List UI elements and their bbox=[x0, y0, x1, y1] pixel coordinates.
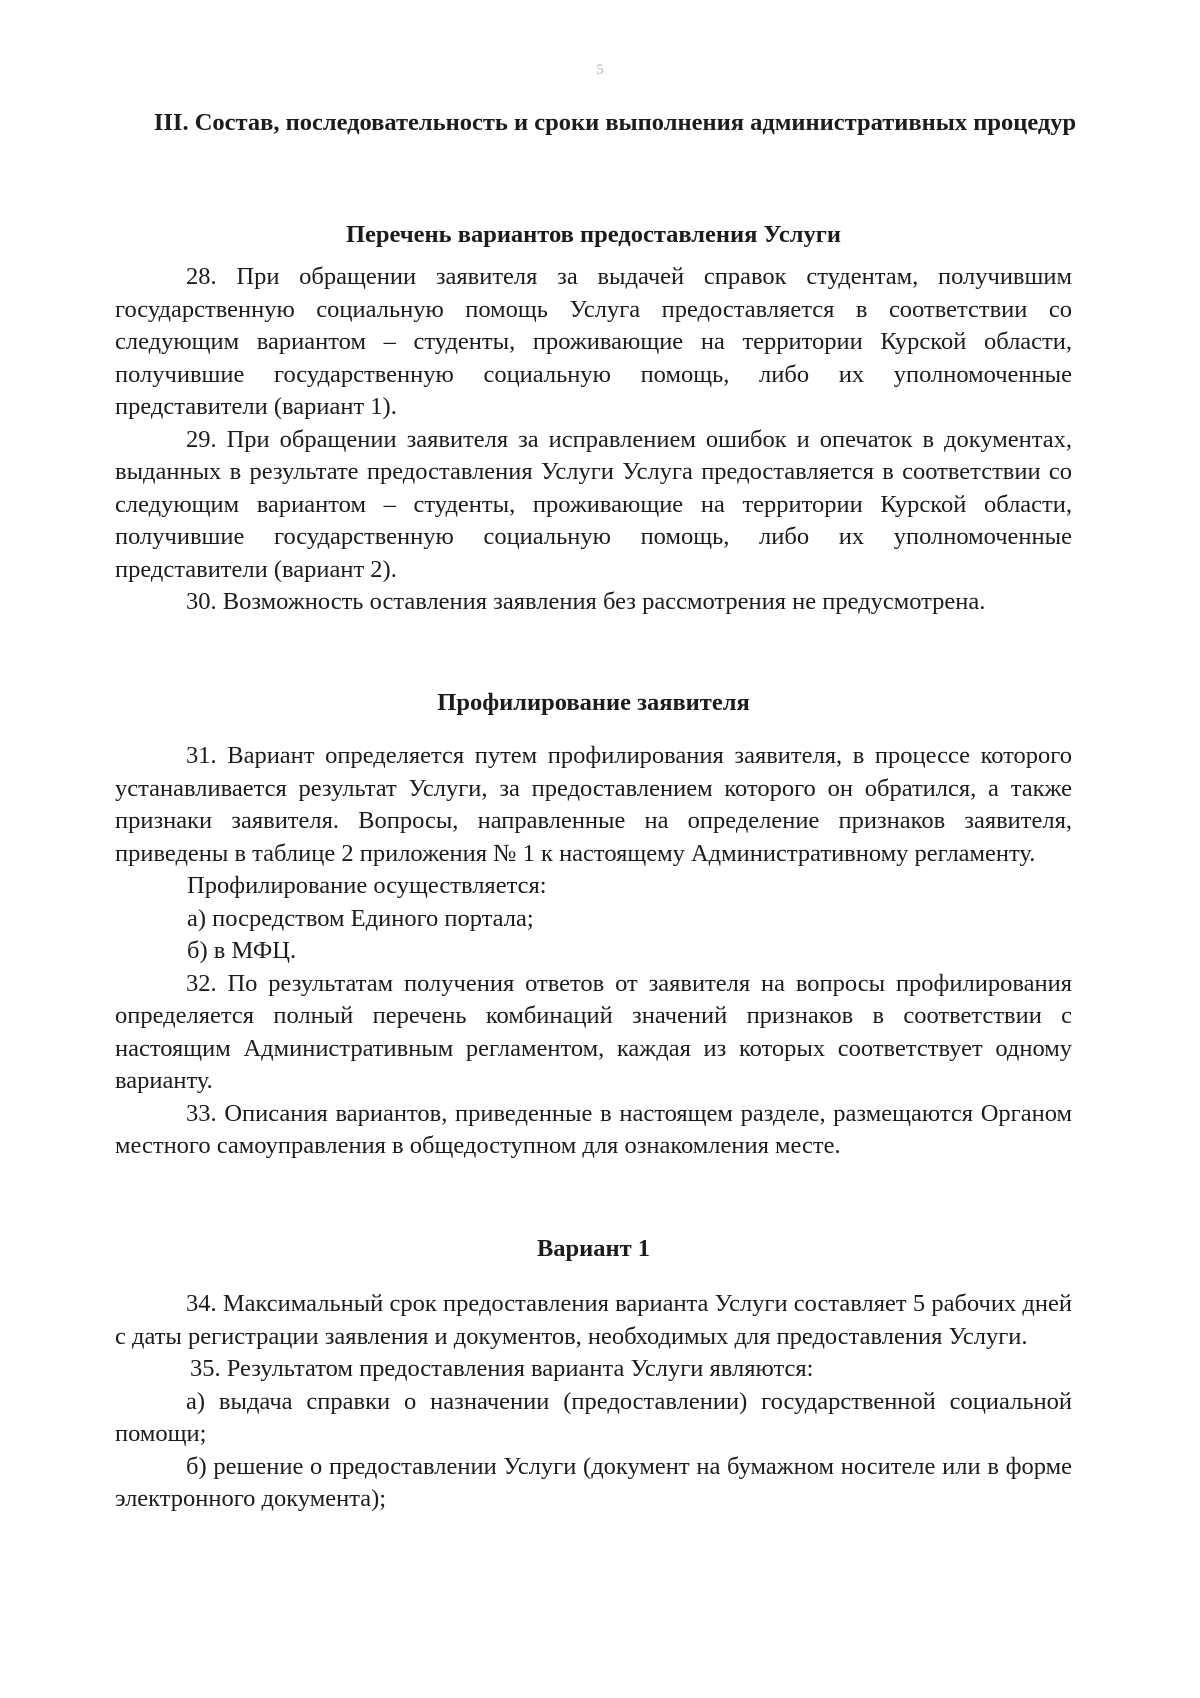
heading-variants-list: Перечень вариантов предоставления Услуги bbox=[346, 221, 841, 248]
variant1-block bbox=[115, 1288, 1072, 1516]
result-item-b: б) решение о предоставлении Услуги (документ на бумажном носителе или в форме электронного документа); bbox=[115, 1452, 1072, 1512]
page-number: 5 bbox=[596, 62, 604, 78]
profiling-block bbox=[115, 740, 1072, 1163]
result-item-a: а) выдача справки о назначении (предоставлении) государственной социальной помощи; bbox=[115, 1387, 1072, 1447]
paragraph-34: 34. Максимальный срок предоставления варианта Услуги составляет 5 рабочих дней с даты регистрации заявления и документов, необходимых для предоставления Услуги. bbox=[115, 1290, 1072, 1350]
profiling-item-a: а) посредством Единого портала; bbox=[187, 904, 534, 932]
paragraph-30: 30. Возможность оставления заявления без рассмотрения не предусмотрена. bbox=[186, 588, 986, 615]
paragraph-32: 32. По результатам получения ответов от заявителя на вопросы профилирования определяется полный перечень комбинаций значений признаков в соответствии с настоящим Административным регламентом, каждая из которых соответствует одному варианту. bbox=[115, 969, 1072, 1094]
section-heading-main: III. Состав, последовательность и сроки выполнения административных процедур bbox=[153, 109, 1077, 136]
variants-list-block bbox=[115, 261, 1072, 619]
paragraph-31: 31. Вариант определяется путем профилирования заявителя, в процессе которого устанавливается результат Услуги, за предоставлением которого он обратился, а также признаки заявителя. Вопросы, направленные на определение признаков заявителя, приведены в таблице 2 приложения № 1 к настоящему Административному регламенту. bbox=[115, 742, 1072, 867]
profiling-item-b: б) в МФЦ. bbox=[187, 937, 297, 964]
paragraph-29: 29. При обращении заявителя за исправлением ошибок и опечаток в документах, выданных в результате предоставления Услуги Услуга предоставляется в соответствии со следующим вариантом – студенты, проживающие на территории Курской области, получившие государственную социальную помощь, либо их уполномоченные представители (вариант 2). bbox=[115, 425, 1072, 583]
profiling-intro: Профилирование осуществляется: bbox=[187, 872, 547, 899]
heading-profiling: Профилирование заявителя bbox=[437, 689, 750, 716]
paragraph-28: 28. При обращении заявителя за выдачей справок студентам, получившим государственную социальную помощь Услуга предоставляется в соответствии со следующим вариантом – студенты, проживающие на территории Курской области, получившие государственную социальную помощь, либо их уполномоченные представители (вариант 1). bbox=[115, 263, 1072, 420]
paragraph-33: 33. Описания вариантов, приведенные в настоящем разделе, размещаются Органом местного самоуправления в общедоступном для ознакомления месте. bbox=[115, 1099, 1072, 1159]
paragraph-35: 35. Результатом предоставления варианта Услуги являются: bbox=[190, 1355, 814, 1382]
heading-variant-1: Вариант 1 bbox=[536, 1235, 651, 1262]
